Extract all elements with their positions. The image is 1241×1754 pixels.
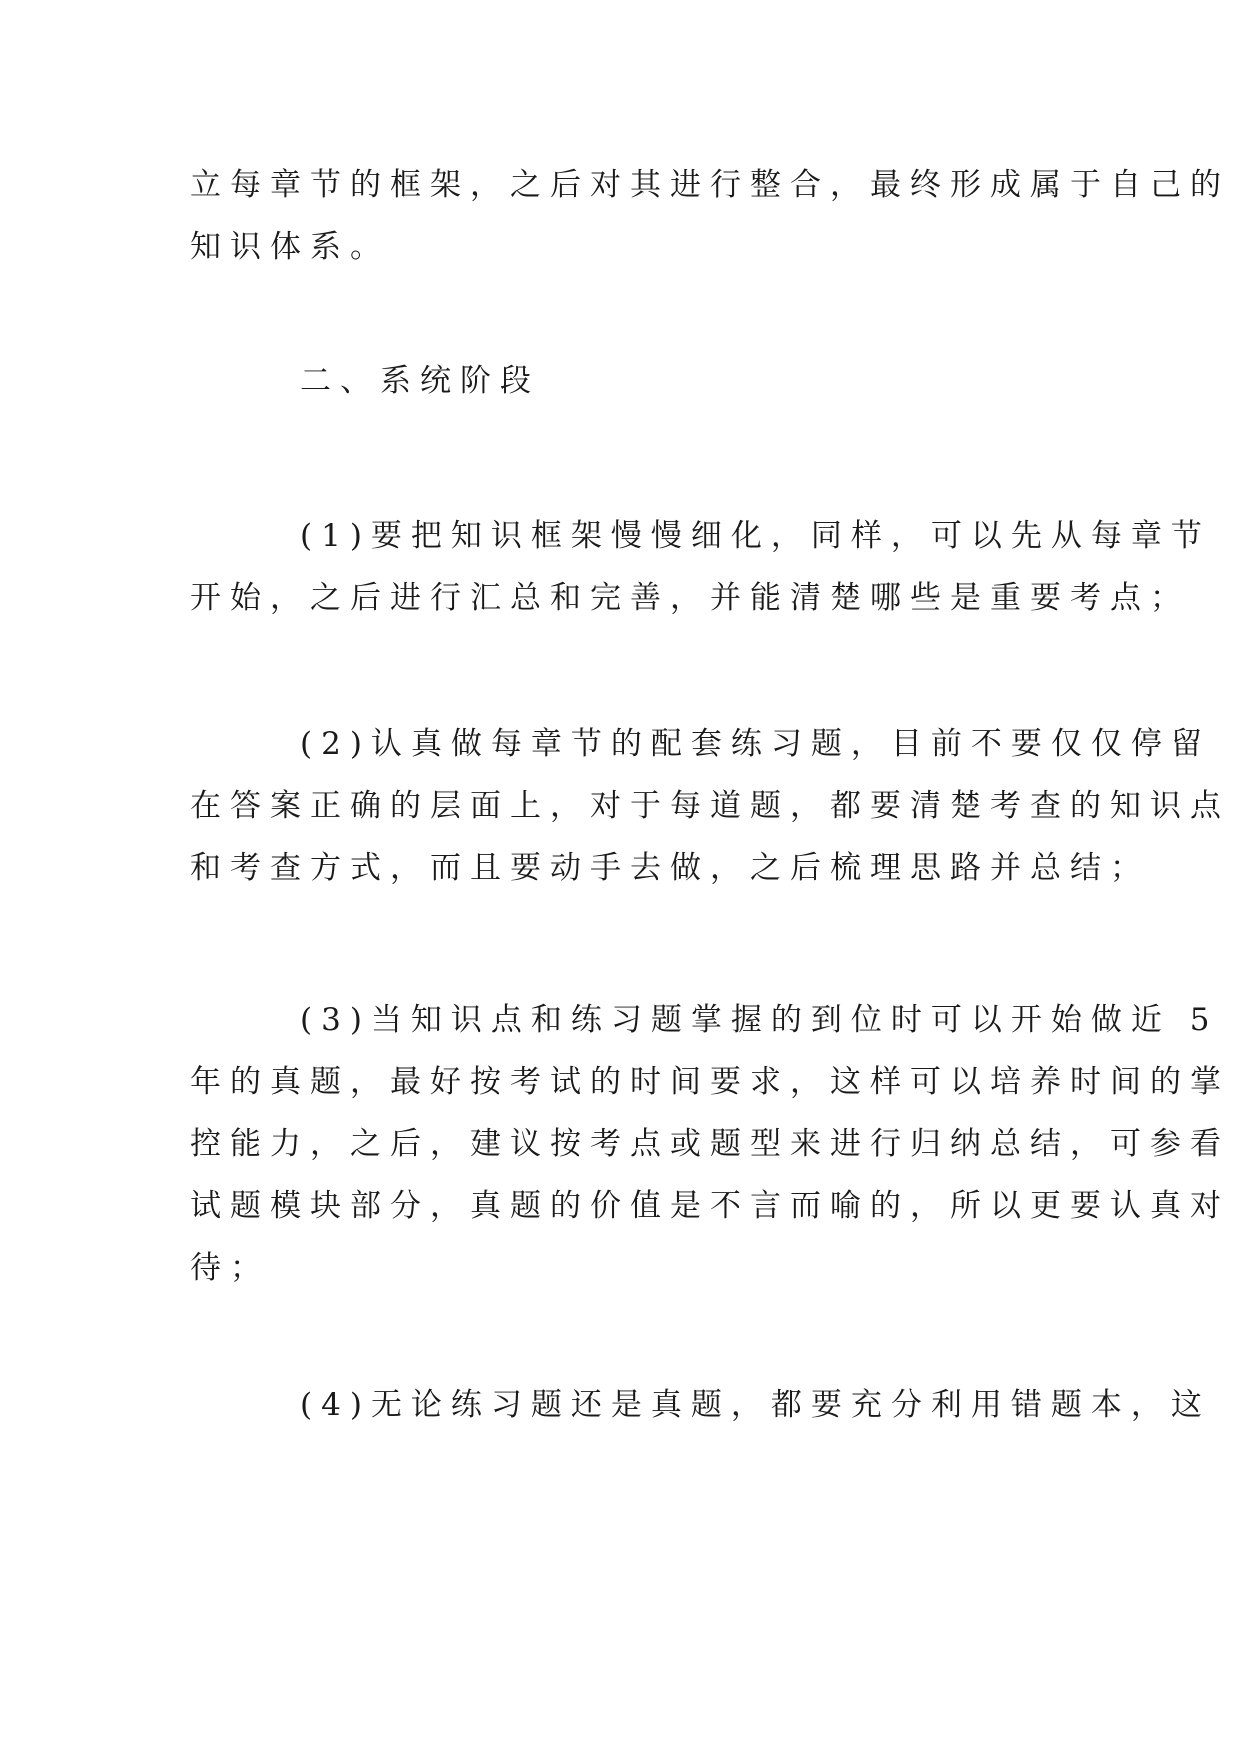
paragraph-line: 控能力，之后，建议按考点或题型来进行归纳总结，可参看 — [190, 1126, 1230, 1162]
paragraph-line: (2)认真做每章节的配套练习题，目前不要仅仅停留 — [300, 726, 1211, 762]
paragraph-item-3 — [190, 989, 1230, 1299]
paragraph-item-2 — [190, 713, 1230, 899]
paragraph-line: (1)要把知识框架慢慢细化，同样，可以先从每章节 — [300, 518, 1211, 554]
paragraph-item-4 — [190, 1374, 1211, 1436]
paragraph-line: 在答案正确的层面上，对于每道题，都要清楚考查的知识点 — [190, 788, 1230, 824]
paragraph-line: 开始，之后进行汇总和完善，并能清楚哪些是重要考点； — [190, 580, 1190, 616]
paragraph-item-1 — [190, 505, 1211, 629]
paragraph-line: (3)当知识点和练习题掌握的到位时可以开始做近 5 — [300, 1002, 1219, 1038]
section-heading-text: 二、系统阶段 — [300, 363, 540, 399]
paragraph-line: 试题模块部分，真题的价值是不言而喻的，所以更要认真对 — [190, 1188, 1230, 1224]
paragraph-line: (4)无论练习题还是真题，都要充分利用错题本，这 — [300, 1387, 1211, 1423]
paragraph-line: 知识体系。 — [190, 229, 390, 265]
paragraph-line: 待； — [190, 1250, 270, 1286]
paragraph-line: 和考查方式，而且要动手去做，之后梳理思路并总结； — [190, 850, 1150, 886]
section-heading — [190, 350, 1056, 412]
paragraph-continued — [190, 154, 1230, 278]
paragraph-line: 年的真题，最好按考试的时间要求，这样可以培养时间的掌 — [190, 1064, 1230, 1100]
paragraph-line: 立每章节的框架，之后对其进行整合，最终形成属于自己的 — [190, 167, 1230, 203]
